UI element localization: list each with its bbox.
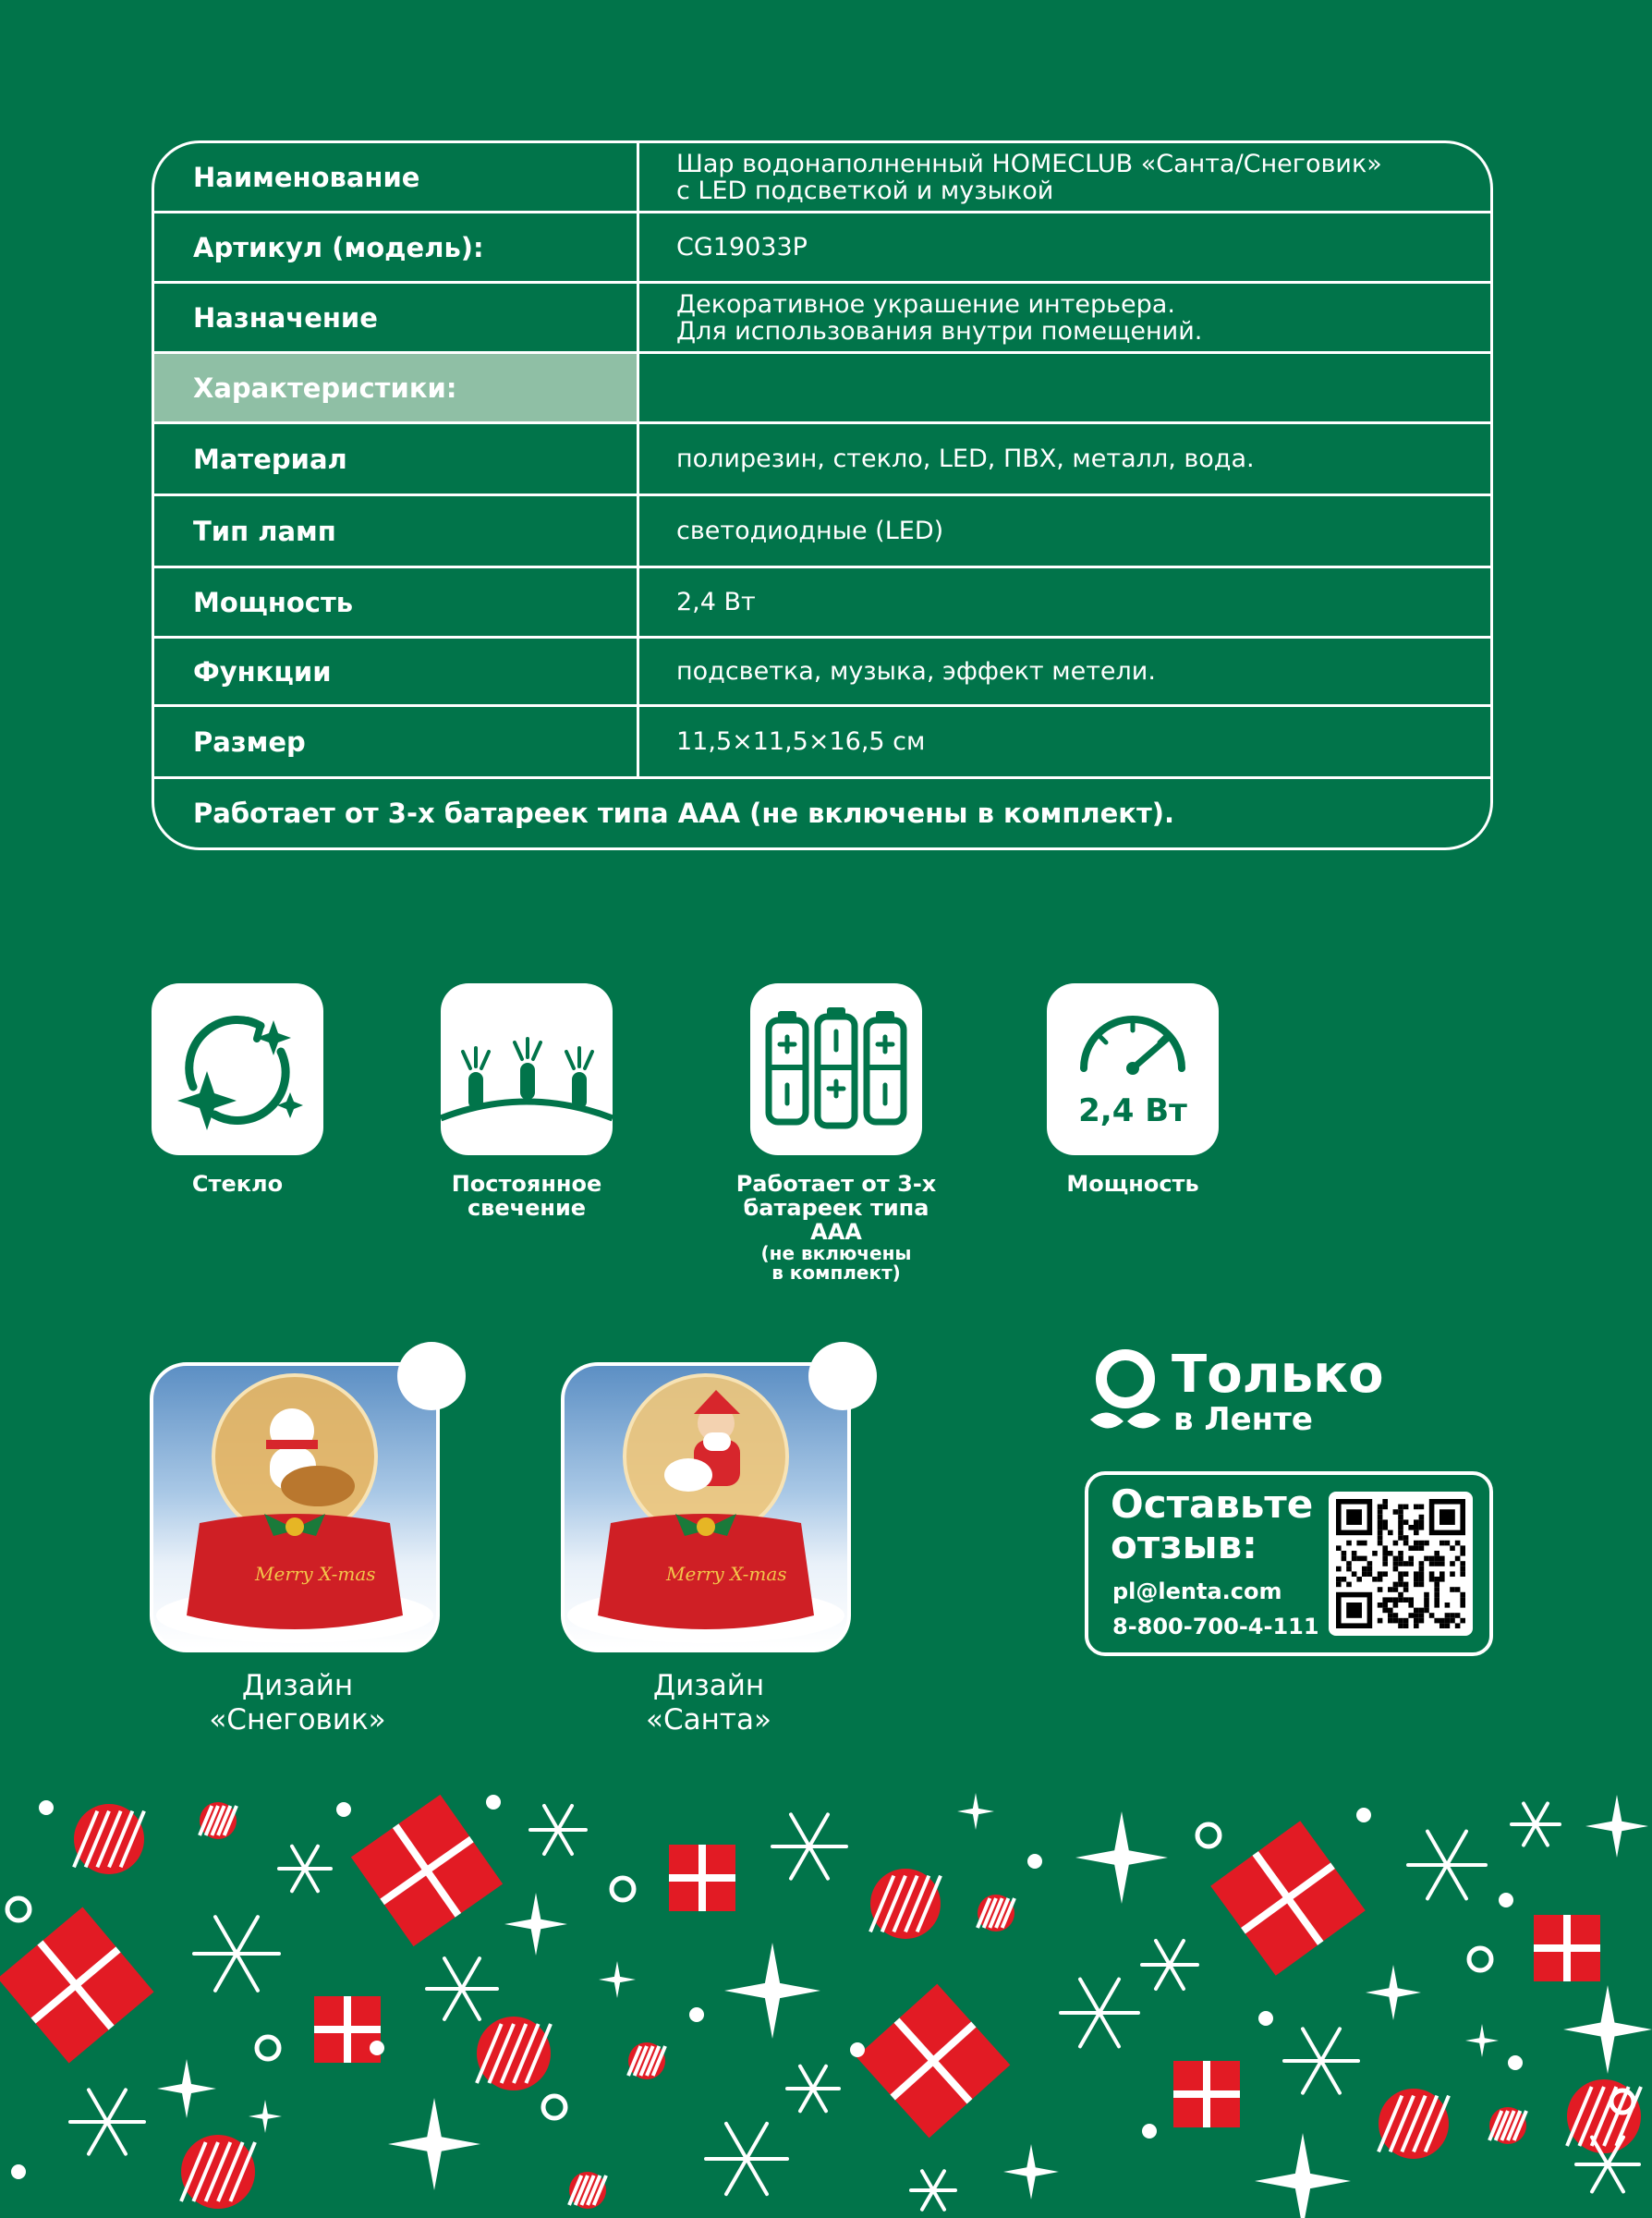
gift-icon [0, 1907, 154, 2063]
feedback-heading: Оставьте отзыв: [1111, 1481, 1314, 1567]
snowflake-icon [530, 1806, 586, 1854]
spec-value: полирезин, стекло, LED, ПВХ, металл, вода. [676, 445, 1255, 473]
feature-label: Работает от 3-х батареек типа ААА [735, 1171, 937, 1245]
dot [689, 2007, 704, 2022]
santa-globe-image [561, 1362, 851, 1652]
svg-text:Merry X-mas: Merry X-mas [666, 1563, 787, 1585]
spec-value: Декоративное украшение интерьера. Для использования внутри помещений. [676, 289, 1203, 346]
feature-power [1013, 983, 1253, 1196]
snowflake-icon [706, 2124, 787, 2194]
dot [1499, 1893, 1513, 1907]
spec-table [152, 140, 1493, 850]
spec-value: 2,4 Вт [676, 588, 756, 616]
design-snowman [150, 1362, 445, 1737]
snowflake-icon [1142, 1941, 1197, 1989]
spec-key: Мощность [154, 568, 639, 636]
snowflake-icon [1061, 1980, 1138, 2047]
feature-glass [117, 983, 358, 1196]
snowflake-icon [1408, 1832, 1486, 1899]
gift-icon [351, 1795, 503, 1946]
spec-value: CG19033P [676, 233, 808, 262]
gift-icon [669, 1845, 735, 1911]
feature-label: Стекло [191, 1171, 284, 1197]
star-icon [1585, 1795, 1648, 1858]
spec-row-functions [154, 639, 1490, 707]
spec-value: светодиодные (LED) [676, 517, 944, 545]
star-icon [957, 1793, 994, 1830]
ring-dot [1197, 1824, 1220, 1846]
ring-dot [612, 1878, 634, 1900]
dot [1142, 2124, 1157, 2139]
star-icon [1255, 2133, 1351, 2218]
gift-icon [314, 1996, 381, 2063]
gift-icon [856, 1984, 1011, 2139]
variant-marker [808, 1342, 877, 1410]
feature-batteries [716, 983, 956, 1283]
string-lights-icon [441, 983, 613, 1155]
star-icon [157, 2059, 216, 2118]
star-icon [1563, 1985, 1652, 2074]
brand-line2: в Ленте [1173, 1401, 1313, 1438]
feature-constant-light [407, 983, 647, 1220]
variant-marker [397, 1342, 466, 1410]
spec-key: Тип ламп [154, 496, 639, 566]
spec-footer-row [154, 779, 1490, 847]
star-icon [1465, 2024, 1499, 2057]
spec-key: Характеристики: [154, 354, 639, 421]
ring-dot [543, 2096, 565, 2118]
star-icon [724, 1943, 820, 2039]
spec-key: Функции [154, 639, 639, 704]
spec-row-lamp-type [154, 496, 1490, 568]
snowflake-icon [194, 1917, 279, 1991]
snowflake-icon [279, 1846, 331, 1891]
design-caption: Дизайн «Санта» [646, 1669, 771, 1737]
star-icon [388, 2098, 480, 2190]
spec-footer-text: Работает от 3-х батареек типа ААА (не включены в комплект). [193, 798, 1175, 829]
dot [1356, 1808, 1371, 1822]
glass-sparkle-icon [152, 983, 323, 1155]
spec-row-power [154, 568, 1490, 639]
ring-dot [7, 1898, 30, 1920]
spec-key: Наименование [154, 143, 639, 211]
snowflake-icon [772, 1814, 846, 1878]
dot [370, 2041, 384, 2055]
spec-row-size [154, 707, 1490, 779]
snowflake-icon [70, 2090, 144, 2153]
gift-icon [1173, 2061, 1240, 2127]
spec-row-name [154, 143, 1490, 213]
spec-row-characteristics [154, 354, 1490, 424]
snowflake-icon [427, 1958, 497, 2019]
design-caption: Дизайн «Снеговик» [209, 1669, 386, 1737]
power-value-text: 2,4 Вт [1078, 1092, 1187, 1129]
star-icon [599, 1961, 636, 1998]
dot [11, 2164, 26, 2179]
spec-row-article [154, 213, 1490, 284]
dot [850, 2042, 865, 2057]
star-icon [249, 2100, 282, 2133]
ring-dot [257, 2037, 279, 2059]
gift-icon [1210, 1821, 1366, 1976]
lenta-flower-icon [1087, 1347, 1164, 1436]
spec-value [639, 354, 1490, 421]
spec-key: Артикул (модель): [154, 213, 639, 281]
svg-text:Merry X-mas: Merry X-mas [255, 1563, 376, 1585]
festive-pattern [0, 1784, 1652, 2218]
spec-key: Размер [154, 707, 639, 776]
spec-row-material [154, 424, 1490, 496]
power-gauge-icon [1047, 983, 1219, 1155]
dot [39, 1800, 54, 1815]
feedback-box [1085, 1471, 1493, 1656]
ring-dot [1469, 1948, 1491, 1970]
brand-logo [1087, 1345, 1384, 1440]
feature-label: Постоянное свечение [451, 1171, 602, 1221]
spec-key: Материал [154, 424, 639, 494]
spec-key: Назначение [154, 284, 639, 351]
snowman-globe-image [150, 1362, 440, 1652]
snowflake-icon [911, 2171, 955, 2210]
design-santa [561, 1362, 856, 1737]
dot [1027, 1854, 1042, 1869]
dot [336, 1802, 351, 1817]
dot [1258, 2011, 1273, 2026]
snowflake-icon [1284, 2029, 1358, 2092]
brand-line1: Только [1172, 1345, 1384, 1405]
snowflake-icon [787, 2066, 839, 2111]
spec-row-purpose [154, 284, 1490, 354]
snowflake-icon [1512, 1803, 1560, 1845]
spec-value: 11,5×11,5×16,5 см [676, 727, 926, 756]
feedback-phone[interactable]: 8-800-700-4-111 [1112, 1614, 1319, 1639]
feature-label: Мощность [1066, 1171, 1199, 1197]
star-icon [1366, 1965, 1421, 2020]
spec-value: Шар водонаполненный HOMECLUB «Санта/Снеговик» с LED подсветкой и музыкой [676, 149, 1382, 205]
star-icon [504, 1893, 567, 1956]
batteries-icon [750, 983, 922, 1155]
dot [1508, 2055, 1523, 2070]
spec-value: подсветка, музыка, эффект метели. [676, 657, 1156, 686]
star-icon [1003, 2144, 1059, 2200]
gift-icon [1534, 1915, 1600, 1981]
dot [486, 1795, 501, 1810]
feature-sublabel: (не включены в комплект) [760, 1242, 912, 1284]
feedback-email[interactable]: pl@lenta.com [1112, 1578, 1282, 1604]
qr-code-icon[interactable] [1329, 1492, 1473, 1636]
star-icon [1075, 1811, 1168, 1904]
